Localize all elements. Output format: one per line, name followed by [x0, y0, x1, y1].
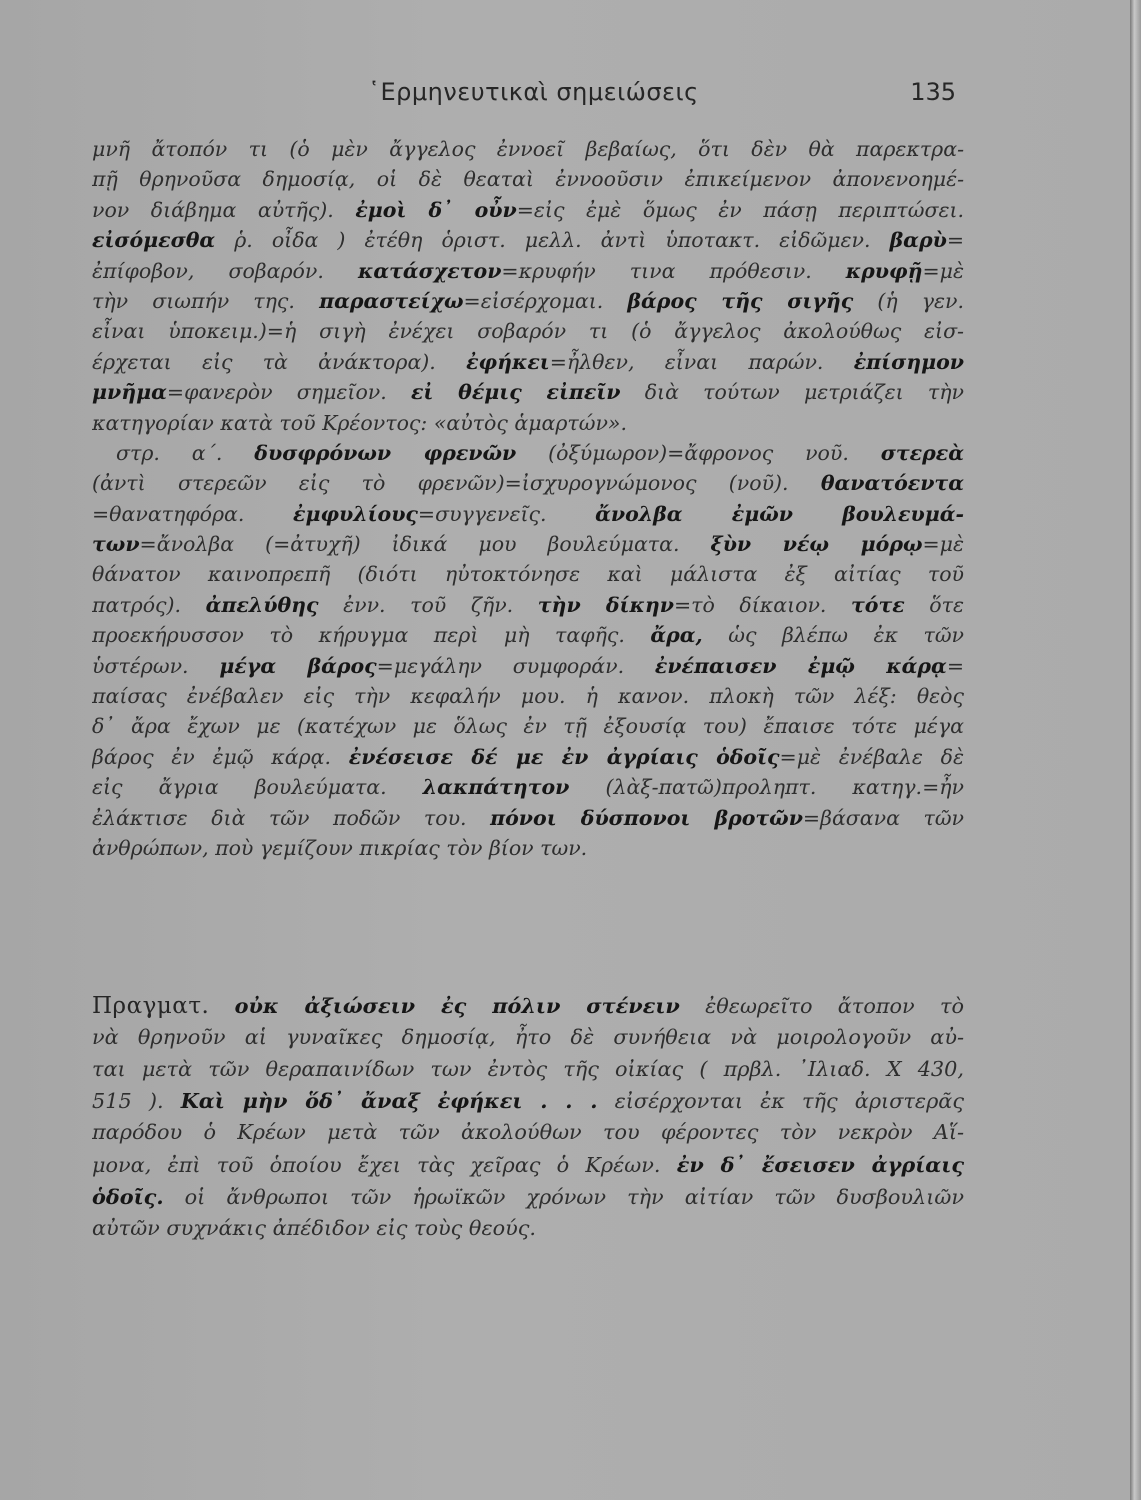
block1-line: [92, 742, 964, 772]
lemma: πόνοι δύσπονοι βροτῶν: [490, 805, 803, 830]
lemma: κατάσχετον: [357, 258, 502, 283]
text-segment: =βάσανα τῶν: [802, 805, 964, 830]
lemma: ἐν δ᾽ ἔσεισεν ἀγρίαις: [676, 1151, 964, 1177]
lemma: ἐμφυλίους: [292, 501, 418, 526]
text-segment: (ὀξύμωρον)=ἄφρονος νοῦ.: [516, 440, 881, 465]
text-segment: ἐθεωρεῖτο ἄτοπον τὸ: [679, 994, 964, 1018]
block1-line: [92, 711, 964, 741]
text-segment: =θανατηφόρα.: [92, 501, 293, 526]
text-segment: ἀνθρώπων, ποὺ γεμίζουν πικρίας τὸν βίον των.: [92, 835, 588, 860]
block1-line: [92, 134, 964, 164]
block1-line: [92, 286, 964, 316]
text-segment: οἱ ἄνθρωποι τῶν ἡρωϊκῶν χρόνων τὴν αἰτίαν τῶν δυσβουλιῶν: [163, 1184, 964, 1209]
text-segment: μονα, ἐπὶ τοῦ ὁποίου ἔχει τὰς χεῖρας ὁ Κρέων.: [92, 1152, 677, 1177]
lemma: των: [92, 532, 140, 557]
lemma: ξὺν νέῳ μόρῳ: [710, 532, 923, 557]
text-segment: ῥ. οἶδα ) ἐτέθη ὁριστ. μελλ. ἀντὶ ὑποτακτ. εἰδῶμεν.: [215, 228, 890, 253]
lemma: οὐκ ἀξιώσειν ἐς πόλιν στένειν: [234, 993, 680, 1018]
text-segment: εἰς ἄγρια βουλεύματα.: [92, 775, 423, 800]
block1-line: [92, 833, 964, 863]
lemma: εἰσόμεσθα: [92, 228, 216, 253]
lemma: τὴν δίκην: [537, 592, 674, 617]
text-segment: =: [946, 653, 964, 678]
block1-line: [92, 164, 964, 194]
lemma: βαρὺ: [889, 228, 947, 253]
lemma: τότε: [851, 592, 905, 617]
text-segment: πατρός).: [92, 592, 206, 617]
text-segment: θάνατον καινοπρεπῆ (διότι ηὐτοκτόνησε καὶ μάλιστα ἐξ αἰτίας τοῦ: [92, 562, 964, 587]
block2-line: [92, 1054, 964, 1086]
text-segment: νον διάβημα αὐτῆς).: [92, 197, 356, 222]
section-label: Πραγματ.: [92, 993, 210, 1019]
text-segment: παίσας ἐνέβαλεν εἰς τὴν κεφαλήν μου. ἡ κανον. πλοκὴ τῶν λέξ: θεὸς: [92, 684, 964, 709]
block1-line: [92, 408, 964, 438]
text-segment: πῇ θρηνοῦσα δημοσίᾳ, οἱ δὲ θεαταὶ ἐννοοῦσιν ἐπικείμενον ἀπονενοημέ-: [92, 167, 964, 192]
lemma: στερεὰ: [880, 440, 964, 465]
block1-line: [92, 438, 964, 468]
block2-line: [92, 990, 964, 1022]
block2-line: [92, 1085, 964, 1117]
text-segment: βάρος ἐν ἐμῷ κάρᾳ.: [92, 744, 349, 769]
text-segment: δ᾽ ἄρα ἔχων με (κατέχων με ὅλως ἐν τῇ ἐξουσίᾳ του) ἔπαισε τότε μέγα: [92, 714, 964, 739]
lemma: ἀπελύθης: [205, 592, 319, 617]
block2-line: [92, 1181, 964, 1213]
block2-line: [92, 1149, 964, 1181]
block1-line: [92, 772, 964, 802]
block1-line: [92, 225, 964, 255]
lemma: εἰ θέμις εἰπεῖν: [410, 380, 621, 405]
text-segment: ὑστέρων.: [92, 653, 220, 678]
block1-line: [92, 803, 964, 833]
text-segment: =εἰσέρχομαι.: [463, 288, 628, 313]
text-segment: παρόδου ὁ Κρέων μετὰ τῶν ἀκολούθων του φέροντες τὸν νεκρὸν Αἵ-: [92, 1120, 964, 1145]
text-segment: =τὸ δίκαιον.: [673, 592, 851, 617]
lemma: βάρος τῆς σιγῆς: [627, 288, 854, 313]
text-segment: τὴν σιωπήν της.: [92, 288, 320, 313]
text-segment: ὡς βλέπω ἐκ τῶν: [702, 623, 964, 648]
page-number: 135: [910, 78, 956, 106]
lemma: ἄρα,: [650, 623, 703, 648]
text-segment: [209, 994, 234, 1018]
text-segment: ἐπίφοβον, σοβαρόν.: [92, 258, 358, 283]
page-edge: [1130, 0, 1141, 1500]
lemma: λακπάτητον: [422, 775, 570, 800]
running-title: ῾Ερμηνευτικαὶ σημειώσεις: [368, 78, 699, 106]
text-segment: αὐτῶν συχνάκις ἀπέδιδον εἰς τοὺς θεούς.: [92, 1215, 537, 1240]
lemma: Καὶ μὴν ὅδ᾽ ἄναξ ἐφήκει . . .: [180, 1088, 598, 1114]
lemma: παραστείχω: [319, 288, 464, 313]
block2-line: [92, 1213, 964, 1245]
block1-line: [92, 651, 964, 681]
block2-line: [92, 1117, 964, 1149]
block2-line: [92, 1022, 964, 1054]
text-segment: ἐλάκτισε διὰ τῶν ποδῶν του.: [92, 805, 491, 830]
lemma: ἐπίσημον: [853, 349, 964, 374]
text-segment: ται μετὰ τῶν θεραπαινίδων των ἐντὸς τῆς οἰκίας ( πρβλ. ᾽Ιλιαδ. Χ 430,: [92, 1056, 964, 1081]
block1-line: [92, 377, 964, 407]
lemma: ἐμοὶ δ᾽ οὖν: [355, 197, 517, 222]
block1-line: [92, 529, 964, 559]
block1-line: [92, 316, 964, 346]
text-segment: ὅτε: [904, 592, 964, 617]
text-segment: 515 ).: [92, 1089, 181, 1114]
commentary-paragraph: [92, 134, 964, 863]
block1-line: [92, 256, 964, 286]
lemma: ὁδοῖς.: [92, 1183, 164, 1209]
text-segment: στρ. α΄.: [116, 440, 255, 465]
text-segment: =εἰς ἐμὲ ὅμως ἐν πάσῃ περιπτώσει.: [516, 197, 964, 222]
block1-line: [92, 620, 964, 650]
pragmatic-notes-paragraph: [92, 990, 964, 1244]
lemma: θανατόεντα: [820, 471, 964, 496]
lemma: κρυφῇ: [845, 258, 923, 283]
text-segment: =μεγάλην συμφοράν.: [376, 653, 655, 678]
lemma: ἐνέσεισε δέ με ἐν ἀγρίαις ὁδοῖς: [348, 744, 780, 769]
text-segment: κατηγορίαν κατὰ τοῦ Κρέοντος: «αὐτὸς ἁμαρτών».: [92, 410, 627, 435]
block1-line: [92, 347, 964, 377]
text-segment: εἶναι ὑποκειμ.)=ἡ σιγὴ ἐνέχει σοβαρόν τι (ὁ ἄγγελος ἀκολούθως εἰσ-: [92, 319, 964, 344]
text-segment: μνῆ ἄτοπόν τι (ὁ μὲν ἄγγελος ἐννοεῖ βεβαίως, ὅτι δὲν θὰ παρεκτρα-: [92, 137, 964, 161]
block1-line: [92, 590, 964, 620]
text-segment: διὰ τούτων μετριάζει τὴν: [620, 380, 964, 405]
lemma: ἐνέπαισεν ἐμῷ κάρᾳ: [654, 653, 947, 678]
text-segment: =μὲ: [922, 532, 964, 557]
lemma: μνῆμα: [92, 380, 167, 405]
lemma: δυσφρόνων φρενῶν: [254, 440, 517, 465]
text-segment: =ἄνολβα (=ἀτυχῆ) ἰδικά μου βουλεύματα.: [139, 532, 711, 557]
text-segment: =ἦλθεν, εἶναι παρών.: [549, 349, 854, 374]
text-segment: =φανερὸν σημεῖον.: [166, 380, 411, 405]
text-segment: (ἀντὶ στερεῶν εἰς τὸ φρενῶν)=ἰσχυρογνώμονος (νοῦ).: [92, 471, 821, 496]
text-segment: νὰ θρηνοῦν αἱ γυναῖκες δημοσίᾳ, ἦτο δὲ συνήθεια νὰ μοιρολογοῦν αὐ-: [92, 1024, 964, 1049]
running-header: [88, 76, 956, 112]
text-segment: προεκήρυσσον τὸ κήρυγμα περὶ μὴ ταφῆς.: [92, 623, 651, 648]
lemma: μέγα βάρος: [219, 653, 377, 678]
block1-line: [92, 195, 964, 225]
text-segment: =κρυφήν τινα πρόθεσιν.: [501, 258, 846, 283]
text-segment: έρχεται εἰς τὰ ἀνάκτορα).: [92, 349, 467, 374]
text-segment: =: [946, 228, 964, 253]
block1-line: [92, 468, 964, 498]
text-segment: =μὲ: [922, 258, 964, 283]
block1-line: [92, 559, 964, 589]
block1-line: [92, 499, 964, 529]
block1-line: [92, 681, 964, 711]
text-segment: =μὲ ἐνέβαλε δὲ: [779, 744, 964, 769]
text-segment: εἰσέρχονται ἐκ τῆς ἀριστερᾶς: [597, 1089, 964, 1114]
text-segment: (λὰξ-πατῶ)προληπτ. κατηγ.=ἦν: [569, 775, 964, 800]
lemma: ἄνολβα ἐμῶν βουλευμά-: [595, 501, 964, 526]
text-segment: =συγγενεῖς.: [417, 501, 596, 526]
text-segment: ἐνν. τοῦ ζῆν.: [318, 592, 538, 617]
text-segment: (ἡ γεν.: [853, 288, 964, 313]
lemma: ἐφήκει: [466, 349, 550, 374]
